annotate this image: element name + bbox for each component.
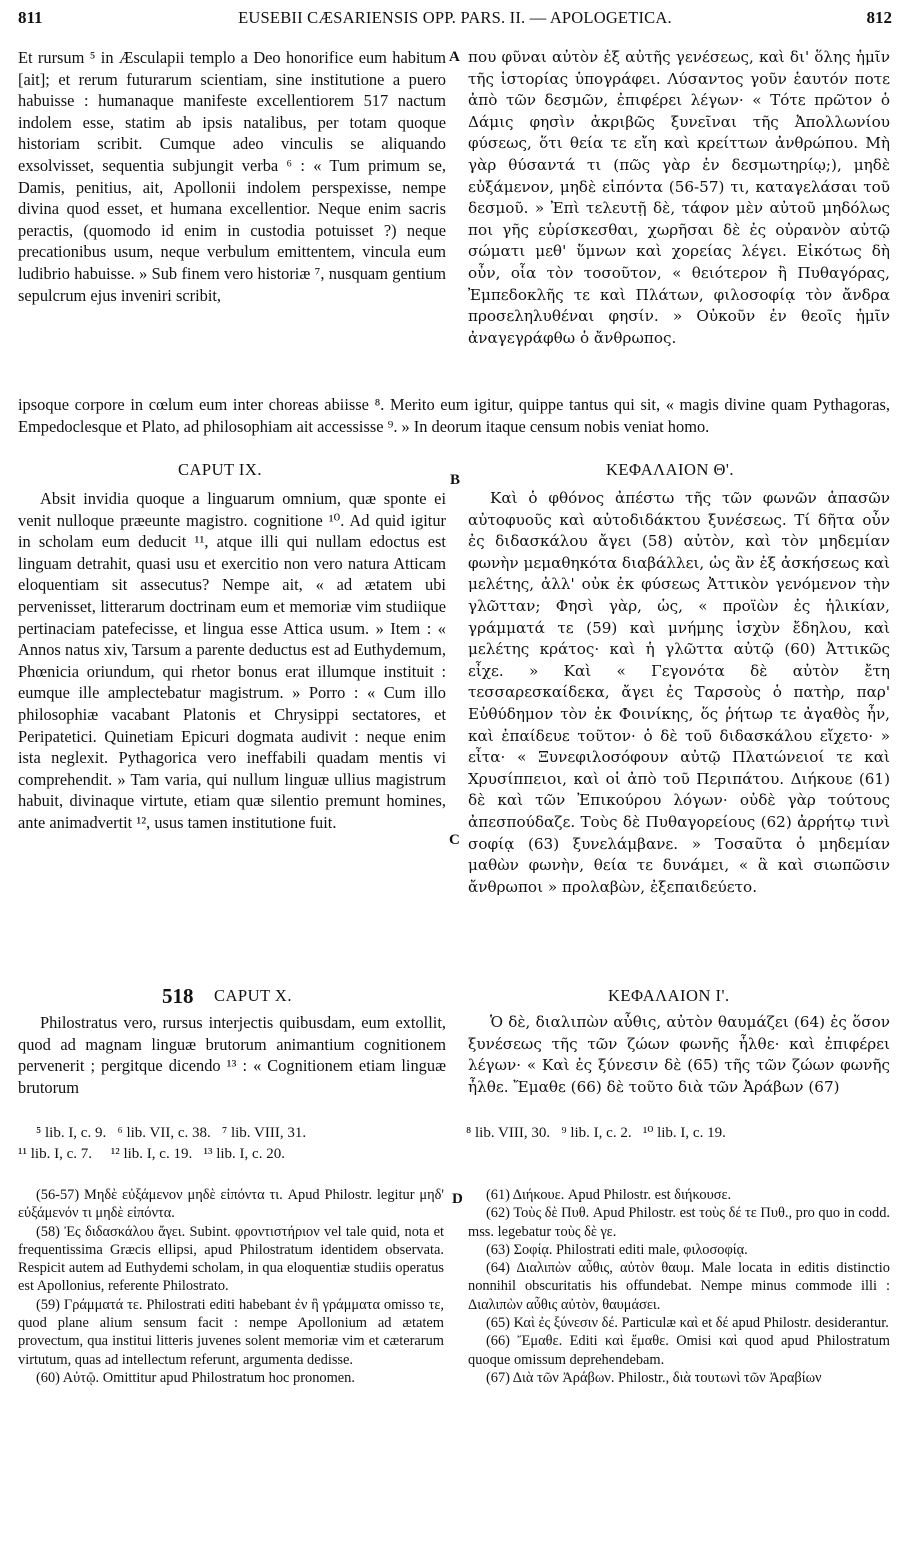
page-number-right: 812 xyxy=(866,8,892,27)
note-64: (64) Διαλιπὼν αὖθις, αὐτὸν θαυμ. Male locata in editis distinctio nonnihil obscuritatis his offundebat. Nempe minus commode illi : Διαλιπὼν αὖθις αὐτὸν, θαυμάσει. xyxy=(468,1260,890,1313)
greek-paragraph: Καὶ ὁ φθόνος ἀπέστω τῆς τῶν φωνῶν ἁπασῶν αὐτοφυοῦς καὶ αὐτοδιδάκτου ξυνέσεως. Τί δῆτα οὖν ἐς διδασκάλου ἄγει (58) αὐτὸν, καὶ τὸν μηδεμίαν φωνὴν μεμαθηκότα διαβάλλει, ὡς ἂν ἐξ ἀσκήσεως καὶ μελέτης, ἀλλ' οὐκ ἐκ φύσεως Ἀττικὸν γενόμενον τὴν γλῶτταν; Φησὶ γὰρ, ὡς, « προϊὼν ἐς ἡλικίαν, γράμματά τε (59) καὶ μνήμης ἰσχὺν ἔδηλου, καὶ μελέτης κράτος· καὶ ἡ γλῶττα αὐτῷ (60) Ἀττικῶς εἶχε. » Καὶ « Γεγονότα δὲ αὐτὸν ἔτη τεσσαρεσκαίδεκα, ἄγει ἐς Ταρσοὺς ὁ πατὴρ, παρ' Εὐθύδημον τὸν ἐκ Φοινίκης, ὅς ῥήτωρ τε ἀγαθὸς ἦν, καὶ ἐπαίδευε τοῦτον· ὁ δὲ τοῦ διδασκάλου εἴχετο· » εἶτα· « Ξυνεφιλοσόφουν αὐτῷ Πλατώνειοί τε καὶ Χρυσίππειοι, καὶ οἱ ἀπὸ τοῦ Περιπάτου. Διήκουε (61) δὲ καὶ τῶν Ἐπικούρου λόγων· οὐδὲ γὰρ τούτους ἀπεσπούδαζε. Τοὺς δὲ Πυθαγορείους (62) ἀρρήτῳ τινὶ σοφίᾳ (63) ξυνελάμβανε. » Τοσαῦτα ὁ μηδεμίαν μαθὼν φωνὴν, θεία τε δυνάμει, « ἃ καὶ σιωπῶσιν ἄνθρωποι » προλαβὼν, ἐξεπαιδεύετο. xyxy=(468,489,890,896)
note-66: (66) Ἔμαθε. Editi καὶ ἔμαθε. Omisi καὶ quod apud Philostratum quoque omissum deprehendebam. xyxy=(468,1333,890,1368)
running-title: EUSEBII CÆSARIENSIS OPP. PARS. II. — APOLOGETICA. xyxy=(238,8,672,27)
source-footnote-left-1: ⁵ lib. I, c. 9. ⁶ lib. VII, c. 38. ⁷ lib. VIII, 31. xyxy=(36,1125,307,1141)
latin-column-cap9 xyxy=(18,488,446,834)
caput-x-heading: CAPUT X. xyxy=(214,986,292,1005)
source-footnote-left-2: ¹¹ lib. I, c. 7. ¹² lib. I, c. 19. ¹³ lib. I, c. 20. xyxy=(18,1146,285,1162)
greek-paragraph: που φῦναι αὐτὸν ἐξ αὐτῆς γενέσεως, καὶ δι' ὅλης ἡμῖν τῆς ἱστορίας ὑπογράφει. Λύσαντος γοῦν ἑαυτόν ποτε ἀπὸ τῶν δεσμῶν, ἐπιφέρει λέγων· « Τότε πρῶτον ὁ Δάμις φησὶν ἀκριβῶς ξυνεῖναι τῆς Ἀπολλωνίου φύσεως, ὅτι θεία τε εἴη καὶ κρείττων ἀνθρώπου. Μὴ γὰρ θύσαντά τι (πῶς γὰρ ἐν δεσμωτηρίῳ;), μηδὲ εὐξάμενον, μηδὲ εἰπόντα (56-57) τι, καταγελάσαι τοῦ δεσμοῦ. » Ἐπὶ τελευτῇ δὲ, τάφον μὲν αὐτοῦ μηδόλως ποι γῆς εὑρίσκεσθαι, χωρῆσαι δὲ ἐς οὐρανὸν αὐτῷ σώματι μεθ' ὕμνων καὶ χορείας λέγει. Εἰκότως δὴ οὖν, οἷα τὸν τοσοῦτον, « θειότερον ἢ Πυθαγόρας, Ἐμπεδοκλῆς τε καὶ Πλάτων, φιλοσοφίᾳ τὸν ἄνδρα προσεληλυθέναι φησίν. » Οὐκοῦν ἐν θεοῖς ἡμῖν ἀναγεγράφθω ὁ ἄνθρωπος. xyxy=(468,48,890,347)
note-61: (61) Διήκουε. Apud Philostr. est διήκουσε. xyxy=(486,1187,732,1203)
page-number-left: 811 xyxy=(18,8,43,27)
source-footnote-right-1: ⁸ lib. VIII, 30. ⁹ lib. I, c. 2. ¹⁰ lib. I, c. 19. xyxy=(466,1125,726,1141)
note-56-57: (56-57) Μηδὲ εὐξάμενον μηδὲ εἰπόντα τι. Apud Philostr. legitur μηδ' εὐξάμενόν τι μηδὲ εἰπόντα. xyxy=(18,1187,444,1222)
margin-marker-c: C xyxy=(449,832,460,848)
margin-marker-d: D xyxy=(452,1191,463,1207)
running-header xyxy=(18,4,892,34)
note-65: (65) Καὶ ἐς ξύνεσιν δέ. Particulæ καὶ et δέ apud Philostr. desiderantur. xyxy=(486,1315,889,1332)
greek-paragraph: Ὁ δὲ, διαλιπὼν αὖθις, αὐτὸν θαυμάζει (64) ἐς ὅσον ξυνέσεως τῆς τῶν ζώων φωνῆς ἧλθε· καὶ ἐπιφέρει λέγων· « Καὶ ἐς ξύνεσιν δὲ (65) τῆς τῶν ζώων φωνῆς ἦλθε. Ἔμαθε (66) δὲ τοῦτο διὰ τῶν Ἀράβων (67) xyxy=(468,1013,890,1096)
kefalaion-iota-heading: ΚΕΦΑΛΑΙΟΝ Ι'. xyxy=(608,986,730,1005)
note-59: (59) Γράμματά τε. Philostrati editi habebant ἐν ἣ γράμματα omisso τε, quod plane alium sensum facit : nempe Apollonium ad ætatem provectum, qua institui litteris juvenes solent memoriæ vim et cæterarum virtutum, quas ad intellectum referunt, argumenta dedisse. xyxy=(18,1296,444,1368)
note-58: (58) Ἐς διδασκάλου ἄγει. Subint. φροντιστήριον vel tale quid, nota et frequentissima Græcis ellipsi, apud Philostratum identidem observata. Respicit autem ad Euthydemi scholam, in qua eloquentiæ studiis operatus est Apollonius, referente Philostrato. xyxy=(18,1223,444,1295)
margin-marker-b: B xyxy=(450,472,461,488)
latin-continuation xyxy=(18,394,890,437)
note-62: (62) Τοὺς δὲ Πυθ. Apud Philostr. est τοὺς δέ τε Πυθ., pro quo in codd. mss. legebatur τοὺς δὲ γε. xyxy=(468,1205,890,1240)
margin-page-number-518: 518 xyxy=(162,984,194,1008)
caput-ix-heading: CAPUT IX. xyxy=(178,460,262,479)
margin-marker-a: A xyxy=(449,49,460,65)
greek-column-top xyxy=(468,47,890,349)
latin-paragraph: Absit invidia quoque a linguarum omnium, quæ sponte ei venit nulloque præeunte magistro. cognitione ¹⁰. Ad quid igitur in scholam eum deducit ¹¹, atque illi qui nullam edoctus est linguam detrahit, quasi usu et exercitio non vero natura Atticam eloquentiam sit assecutus? Nempe ait, « ad ætatem ubi pervenisset, litterarum doctrinam eum et memoriæ vim studiique pertinaciam patefecisse, et lingua esse Attica usum. » Item : « Annos natus xiv, Tarsum a parente deductus est ad Euthydemum, Phœnicia oriundum, qui rhetor bonus erat illumque instituit : eumque ille amplectebatur magistrum. » Porro : « Cum illo philosophiæ vacabant Platonis et Chrysippi sectatores, et Peripatetici. Quinetiam Epicuri dogmata audivit : neque enim ista neglexit. Pythagorica vero ineffabili quadam mentis vi comprehendit. » Tam varia, qui nullum linguæ ullius magistrum habuit, divinaque virtute, etiam quæ silentio premunt homines, ante animadvertit ¹², usus tamen institutione fuit. xyxy=(18,489,446,832)
greek-column-cap9 xyxy=(468,488,890,898)
latin-column-top xyxy=(18,47,446,306)
note-60: (60) Αὐτῷ. Omittitur apud Philostratum hoc pronomen. xyxy=(36,1369,355,1386)
greek-column-cap10 xyxy=(468,1012,890,1098)
latin-paragraph: Philostratus vero, rursus interjectis quibusdam, eum extollit, quod ad magnam linguæ brutorum animantium cognitionem pervenerit ; pergitque dicendo ¹³ : « Cognitionem etiam linguæ brutorum xyxy=(18,1013,446,1097)
critical-notes-left xyxy=(18,1186,444,1387)
note-67: (67) Διὰ τῶν Ἀράβων. Philostr., διὰ τουτωνὶ τῶν Ἀραβίων xyxy=(486,1369,822,1386)
note-63: (63) Σοφίᾳ. Philostrati editi male, φιλοσοφίᾳ. xyxy=(486,1241,748,1258)
kefalaion-theta-heading: ΚΕΦΑΛΑΙΟΝ Θ'. xyxy=(606,460,735,479)
critical-notes-right xyxy=(468,1186,890,1387)
latin-column-cap10 xyxy=(18,1012,446,1098)
latin-paragraph-continued: ipsoque corpore in cœlum eum inter choreas abiisse ⁸. Merito eum igitur, quippe tantus qui sit, « magis divine quam Pythagoras, Empedoclesque et Plato, ad philosophiam ait accessisse ⁹. » In deorum itaque censum nobis veniat homo. xyxy=(18,395,890,436)
latin-paragraph: Et rursum ⁵ in Æsculapii templo a Deo honorifice eum habitum [ait]; et rerum futurarum scientiam, sine institutione a puero habuisse : humanaque manifeste excellentiorem 517 nactum indolem esse, statim ab ipsis natalibus, per totam quoque historiam scribit. Cumque adeo vinculis se aliquando exsolvisset, sequentia subjungit verba ⁶ : « Tum primum se, Damis, penitius, ait, Apollonii indolem perspexisse, nempe divina quod esset, et humana excellentior. Neque enim sacris peractis, (quomodo id enim in custodia potuisset ?) neque precationibus usum, neque verbulum emittentem, vincula eum ludibrio habuisse. » Sub finem vero historiæ ⁷, nusquam gentium sepulcrum ejus inveniri scribit, xyxy=(18,48,446,305)
